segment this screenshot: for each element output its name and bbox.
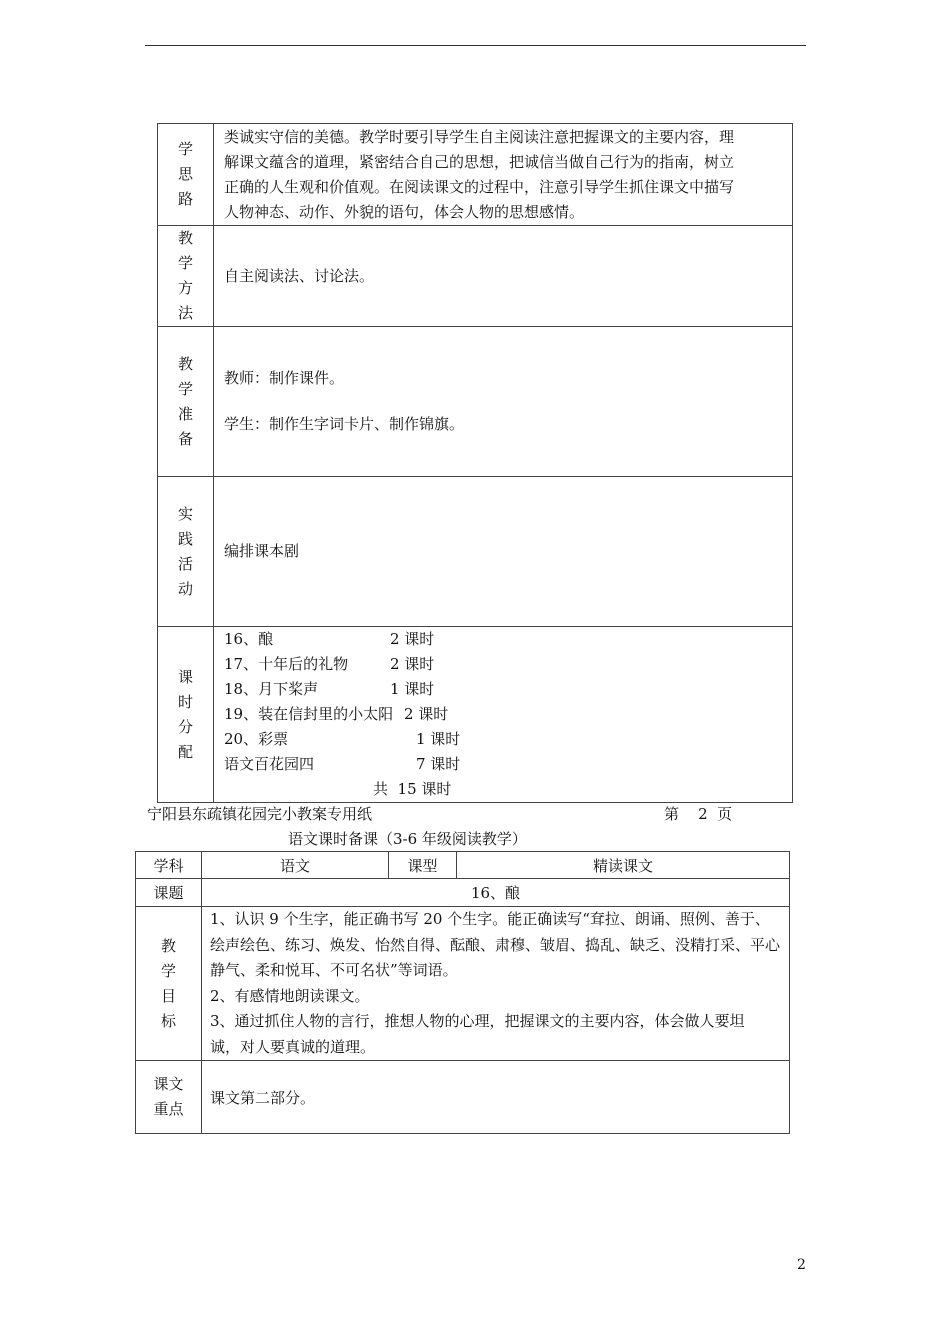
- type-label: 课型: [389, 852, 457, 879]
- subject-label: 学科: [136, 852, 202, 879]
- objectives-label: 教 学 目 标: [136, 907, 202, 1061]
- teaching-preparation-text: 教师：制作课件。 学生：制作生字词卡片、制作锦旗。: [214, 327, 793, 477]
- teaching-method-text: 自主阅读法、讨论法。: [214, 226, 793, 327]
- schedule-item: 语文百花园四: [224, 755, 315, 773]
- row-label-preparation: 教 学 准 备: [158, 327, 214, 477]
- schedule-hours: 1 课时: [416, 730, 461, 748]
- schedule-hours: 7 课时: [416, 755, 461, 773]
- row-label-schedule: 课 时 分 配: [158, 627, 214, 803]
- row-label-practice: 实 践 活 动: [158, 477, 214, 627]
- subject-value: 语文: [202, 852, 389, 879]
- row-label-thinking: 学 思 路: [158, 124, 214, 226]
- topic-label: 课题: [136, 879, 202, 907]
- schedule-item: 16、酿: [224, 630, 274, 648]
- schedule-item: 17、十年后的礼物: [224, 655, 349, 673]
- page-number: 2: [797, 1257, 806, 1273]
- schedule-hours: 2 课时: [404, 705, 449, 723]
- schedule-item: 20、彩票: [224, 730, 289, 748]
- schedule-item: 18、月下桨声: [224, 680, 319, 698]
- schedule-cell: [214, 627, 793, 803]
- schedule-hours: 2 课时: [390, 630, 435, 648]
- row-label-method: 教 学 方 法: [158, 226, 214, 327]
- upper-table: [157, 123, 793, 803]
- schedule-total: 共 15 课时: [373, 780, 452, 798]
- header-rule: [145, 45, 806, 46]
- type-value: 精读课文: [457, 852, 790, 879]
- schedule-item: 19、装在信封里的小太阳: [224, 705, 394, 723]
- practice-activity-text: 编排课本剧: [214, 477, 793, 627]
- school-footer: 宁阳县东疏镇花园完小教案专用纸: [147, 805, 373, 823]
- key-text: 课文第二部分。: [202, 1061, 790, 1134]
- key-label: 课文 重点: [136, 1061, 202, 1134]
- schedule-hours: 1 课时: [390, 680, 435, 698]
- schedule-hours: 2 课时: [390, 655, 435, 673]
- objectives-text: 1、认识 9 个生字，能正确书写 20 个生字。能正确读写“耷拉、朗诵、照例、善于、 绘声绘色、练习、焕发、怡然自得、酝酿、肃穆、皱眉、捣乱、缺乏、没精打采、平心 静气、柔和悦耳、不可名状”等词语。 2、有感情地朗读课文。 3、通过抓住人物的言行，推想人物的心理，把握课文的主要内容，体会做人要坦 诚，对人要真诚的道理。: [202, 907, 790, 1061]
- lower-table: [135, 851, 790, 1134]
- teaching-thinking-text: 类诚实守信的美德。教学时要引导学生自主阅读注意把握课文的主要内容，理 解课文蕴含的道理，紧密结合自己的思想，把诚信当做自己行为的指南，树立 正确的人生观和价值观。在阅读课文的过程中，注意引导学生抓住课文中描写 人物神态、动作、外貌的语句，体会人物的思想感情。: [214, 124, 793, 226]
- page-label: 第 2 页: [664, 805, 733, 823]
- document-subtitle: 语文课时备课（3-6 年级阅读教学）: [288, 830, 527, 848]
- topic-value: 16、酿: [202, 879, 790, 907]
